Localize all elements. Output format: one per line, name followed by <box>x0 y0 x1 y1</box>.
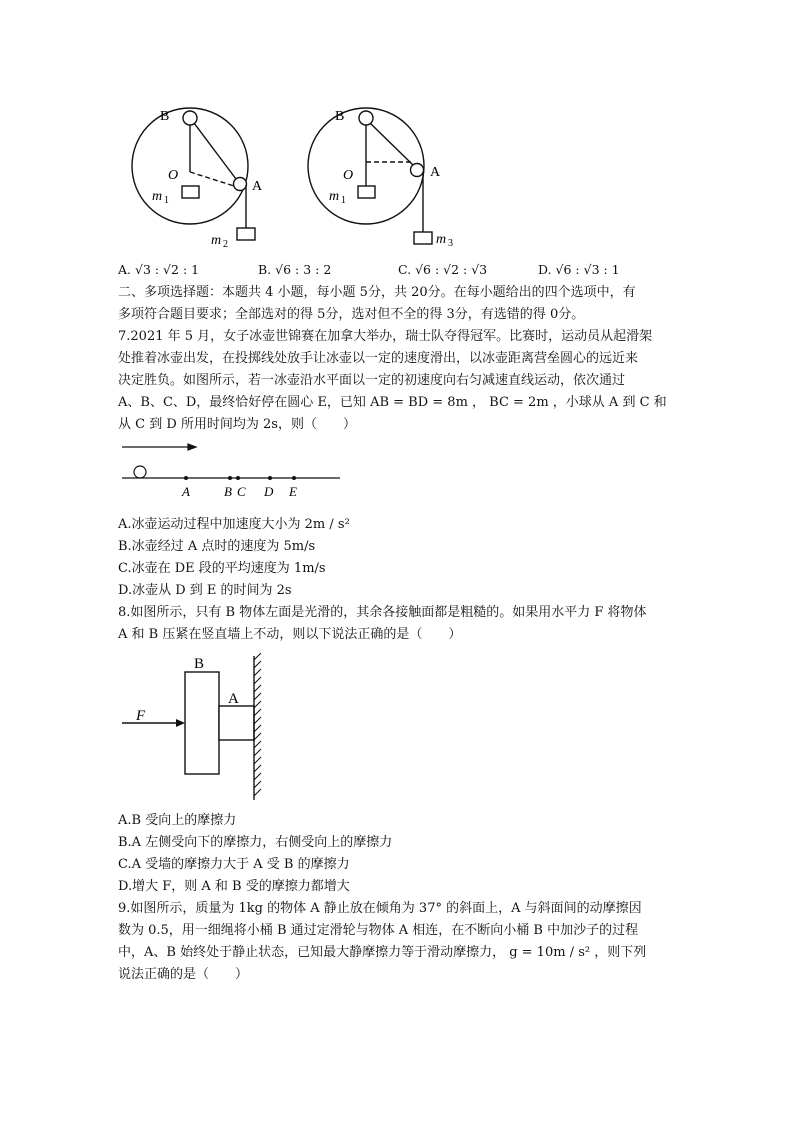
right-circle-diagram <box>308 108 432 244</box>
q7-line4: A、B、C、D，最终恰好停在圆心 E，已知 AB = BD = 8m ， BC = 2m ，小球从 A 到 C 和 <box>118 395 667 410</box>
block-label-A: A <box>228 691 239 707</box>
q7-option-d: D.冰壶从 D 到 E 的时间为 2s <box>118 583 292 598</box>
q8-option-b: B.A 左侧受向下的摩擦力，右侧受向上的摩擦力 <box>118 835 393 850</box>
q6-option-d: D. √6 : √3 : 1 <box>538 262 620 277</box>
q8-option-a: A.B 受向上的摩擦力 <box>118 813 237 828</box>
label-m3-sub: 3 <box>448 238 453 249</box>
label-m3: m <box>436 232 447 247</box>
q9-line1: 9.如图所示，质量为 1kg 的物体 A 静止放在倾角为 37° 的斜面上，A 与斜面间的动摩擦因 <box>118 901 642 916</box>
q7-option-b: B.冰壶经过 A 点时的速度为 5m/s <box>118 539 316 554</box>
q6-option-b: B. √6 : 3 : 2 <box>258 262 332 277</box>
label-m2-sub: 2 <box>223 239 228 250</box>
label-m2: m <box>211 233 222 248</box>
label-O-left: O <box>168 168 179 183</box>
q6-circles-figure <box>118 98 478 254</box>
label-A-right: A <box>430 165 441 180</box>
block-label-B: B <box>194 656 205 672</box>
q7-option-a: A.冰壶运动过程中加速度大小为 2m / s² <box>118 517 350 532</box>
track-label-C: C <box>237 484 246 499</box>
q6-option-c: C. √6 : √2 : √3 <box>398 262 488 277</box>
q9-line4: 说法正确的是（ ） <box>118 967 249 982</box>
q8-line1: 8.如图所示，只有 B 物体左面是光滑的，其余各接触面都是粗糙的。如果用水平力 F 将物体 <box>118 605 647 620</box>
q7-line5: 从 C 到 D 所用时间均为 2s，则（ ） <box>118 417 356 432</box>
section2-line1: 二、多项选择题：本题共 4 小题，每小题 5分，共 20分。在每小题给出的四个选项中，有 <box>118 285 636 300</box>
label-B-left: B <box>160 109 170 124</box>
q6-option-a: A. √3 : √2 : 1 <box>118 262 200 277</box>
q8-line2: A 和 B 压紧在竖直墙上不动，则以下说法正确的是（ ） <box>118 627 462 642</box>
q8-option-c: C.A 受墙的摩擦力大于 A 受 B 的摩擦力 <box>118 857 350 872</box>
track-label-D: D <box>264 484 274 499</box>
q7-line1: 7.2021 年 5 月，女子冰壶世锦赛在加拿大举办，瑞士队夺得冠军。比赛时，运动员从起滑架 <box>118 329 653 344</box>
label-A-left: A <box>252 179 263 194</box>
q9-line3: 中，A、B 始终处于静止状态，已知最大静摩擦力等于滑动摩擦力， g = 10m / s² ，则下列 <box>118 945 647 960</box>
q8-blocks-figure <box>118 652 278 804</box>
q7-line2: 处推着冰壶出发，在投掷线处放手让冰壶以一定的速度滑出，以冰壶距离营垒圆心的远近来 <box>118 351 639 366</box>
q9-line2: 数为 0.5，用一细绳将小桶 B 通过定滑轮与物体 A 相连，在不断向小桶 B 中加沙子的过程 <box>118 923 639 938</box>
track-label-A: A <box>182 484 190 499</box>
q8-option-d: D.增大 F，则 A 和 B 受的摩擦力都增大 <box>118 879 350 894</box>
label-m1-left-sub: 1 <box>164 195 169 206</box>
left-circle-diagram <box>132 108 255 240</box>
q7-line3: 决定胜负。如图所示，若一冰壶沿水平面以一定的初速度向右匀减速直线运动，依次通过 <box>118 373 626 388</box>
label-m1-right: m <box>329 189 340 204</box>
label-O-right: O <box>343 168 354 183</box>
q7-track-figure <box>118 440 358 502</box>
force-label-F: F <box>136 708 146 724</box>
label-m1-left: m <box>152 189 163 204</box>
track-label-B: B <box>224 484 232 499</box>
label-m1-right-sub: 1 <box>341 195 346 206</box>
section2-line2: 多项符合题目要求；全部选对的得 5分，选对但不全的得 3分，有选错的得 0分。 <box>118 307 585 322</box>
track-label-E: E <box>289 484 297 499</box>
label-B-right: B <box>335 109 345 124</box>
q7-option-c: C.冰壶在 DE 段的平均速度为 1m/s <box>118 561 326 576</box>
